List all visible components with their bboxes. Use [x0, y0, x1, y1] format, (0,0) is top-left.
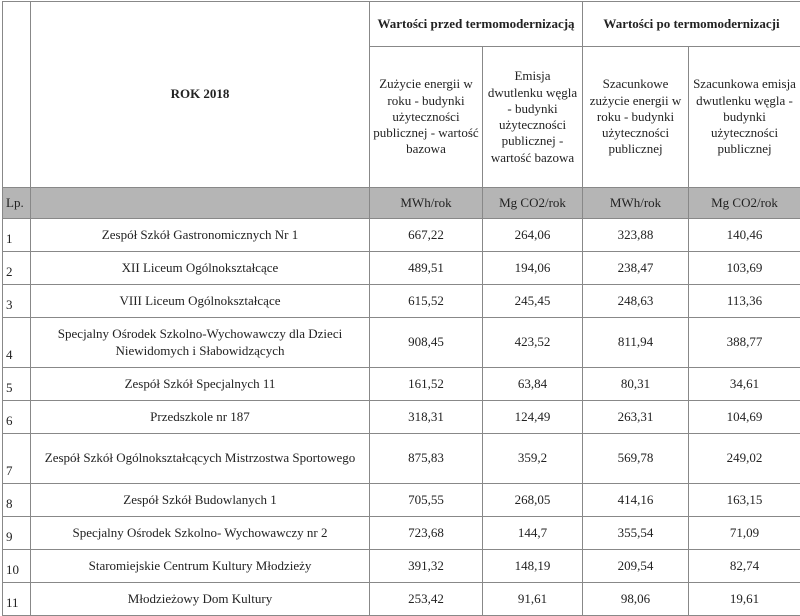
row-name: Specjalny Ośrodek Szkolno-Wychowawczy dla Dzieci Niewidomych i Słabowidzących — [31, 318, 370, 368]
row-value-energy-before: 318,31 — [370, 401, 483, 434]
row-value-emission-before: 148,19 — [483, 550, 583, 583]
row-value-emission-after: 103,69 — [689, 252, 800, 285]
row-value-energy-before: 908,45 — [370, 318, 483, 368]
row-number: 3 — [3, 285, 31, 318]
row-name: Zespół Szkół Gastronomicznych Nr 1 — [31, 219, 370, 252]
row-value-energy-after: 323,88 — [583, 219, 689, 252]
unit-emission-before: Mg CO2/rok — [483, 188, 583, 219]
row-value-emission-after: 19,61 — [689, 583, 800, 616]
row-name: Przedszkole nr 187 — [31, 401, 370, 434]
row-value-energy-after: 414,16 — [583, 484, 689, 517]
row-value-energy-after: 98,06 — [583, 583, 689, 616]
row-value-emission-after: 104,69 — [689, 401, 800, 434]
row-value-energy-before: 489,51 — [370, 252, 483, 285]
table-row — [3, 318, 800, 368]
row-name: Specjalny Ośrodek Szkolno- Wychowawczy nr 2 — [31, 517, 370, 550]
unit-emission-after: Mg CO2/rok — [689, 188, 800, 219]
col-header-emission-after: Szacunkowa emisja dwutlenku węgla - budynki użyteczności publicznej — [689, 47, 800, 188]
row-value-energy-before: 667,22 — [370, 219, 483, 252]
row-value-emission-before: 359,2 — [483, 434, 583, 484]
row-value-emission-before: 423,52 — [483, 318, 583, 368]
row-value-emission-after: 113,36 — [689, 285, 800, 318]
row-name: Staromiejskie Centrum Kultury Młodzieży — [31, 550, 370, 583]
row-number: 9 — [3, 517, 31, 550]
row-value-energy-before: 875,83 — [370, 434, 483, 484]
row-value-energy-before: 705,55 — [370, 484, 483, 517]
row-number: 5 — [3, 368, 31, 401]
row-value-emission-before: 245,45 — [483, 285, 583, 318]
row-name: Młodzieżowy Dom Kultury — [31, 583, 370, 616]
table-body — [3, 219, 800, 616]
row-value-emission-after: 388,77 — [689, 318, 800, 368]
table-row — [3, 401, 800, 434]
row-number: 11 — [3, 583, 31, 616]
corner-cell — [3, 2, 31, 188]
table-row — [3, 252, 800, 285]
row-value-emission-after: 34,61 — [689, 368, 800, 401]
row-value-energy-after: 80,31 — [583, 368, 689, 401]
row-value-emission-before: 264,06 — [483, 219, 583, 252]
row-value-emission-before: 268,05 — [483, 484, 583, 517]
row-value-emission-before: 124,49 — [483, 401, 583, 434]
row-value-energy-after: 238,47 — [583, 252, 689, 285]
table-row — [3, 484, 800, 517]
row-value-emission-after: 71,09 — [689, 517, 800, 550]
row-value-emission-after: 163,15 — [689, 484, 800, 517]
energy-table — [2, 1, 800, 616]
table-row — [3, 517, 800, 550]
row-value-energy-before: 615,52 — [370, 285, 483, 318]
row-value-energy-after: 569,78 — [583, 434, 689, 484]
row-value-energy-after: 811,94 — [583, 318, 689, 368]
group-header-after: Wartości po termomodernizacji — [583, 2, 800, 47]
col-header-emission-before: Emisja dwutlenku węgla - budynki użyteczności publicznej - wartość bazowa — [483, 47, 583, 188]
col-header-energy-after: Szacunkowe zużycie energii w roku - budynki użyteczności publicznej — [583, 47, 689, 188]
row-value-emission-after: 82,74 — [689, 550, 800, 583]
row-name: VIII Liceum Ogólnokształcące — [31, 285, 370, 318]
row-name: Zespół Szkół Budowlanych 1 — [31, 484, 370, 517]
year-label: ROK 2018 — [31, 2, 370, 188]
table-row — [3, 368, 800, 401]
row-value-energy-after: 355,54 — [583, 517, 689, 550]
table-row — [3, 583, 800, 616]
row-value-emission-after: 249,02 — [689, 434, 800, 484]
row-value-emission-before: 91,61 — [483, 583, 583, 616]
table-row — [3, 550, 800, 583]
row-value-energy-after: 248,63 — [583, 285, 689, 318]
unit-energy-after: MWh/rok — [583, 188, 689, 219]
row-number: 6 — [3, 401, 31, 434]
row-value-emission-after: 140,46 — [689, 219, 800, 252]
row-value-energy-before: 391,32 — [370, 550, 483, 583]
row-value-energy-before: 723,68 — [370, 517, 483, 550]
col-header-energy-before: Zużycie energii w roku - budynki użyteczności publicznej - wartość bazowa — [370, 47, 483, 188]
row-value-energy-before: 253,42 — [370, 583, 483, 616]
row-number: 2 — [3, 252, 31, 285]
row-name: Zespół Szkół Ogólnokształcących Mistrzostwa Sportowego — [31, 434, 370, 484]
row-number: 1 — [3, 219, 31, 252]
row-name: XII Liceum Ogólnokształcące — [31, 252, 370, 285]
row-value-energy-before: 161,52 — [370, 368, 483, 401]
row-value-energy-after: 263,31 — [583, 401, 689, 434]
row-number: 4 — [3, 318, 31, 368]
table-row — [3, 434, 800, 484]
row-value-emission-before: 194,06 — [483, 252, 583, 285]
row-value-emission-before: 63,84 — [483, 368, 583, 401]
table-row — [3, 219, 800, 252]
row-name: Zespół Szkół Specjalnych 11 — [31, 368, 370, 401]
row-number: 8 — [3, 484, 31, 517]
unit-energy-before: MWh/rok — [370, 188, 483, 219]
unit-row-spacer — [31, 188, 370, 219]
row-number: 10 — [3, 550, 31, 583]
row-number: 7 — [3, 434, 31, 484]
row-value-emission-before: 144,7 — [483, 517, 583, 550]
row-value-energy-after: 209,54 — [583, 550, 689, 583]
table-row — [3, 285, 800, 318]
lp-header: Lp. — [3, 188, 31, 219]
group-header-before: Wartości przed termomodernizacją — [370, 2, 583, 47]
